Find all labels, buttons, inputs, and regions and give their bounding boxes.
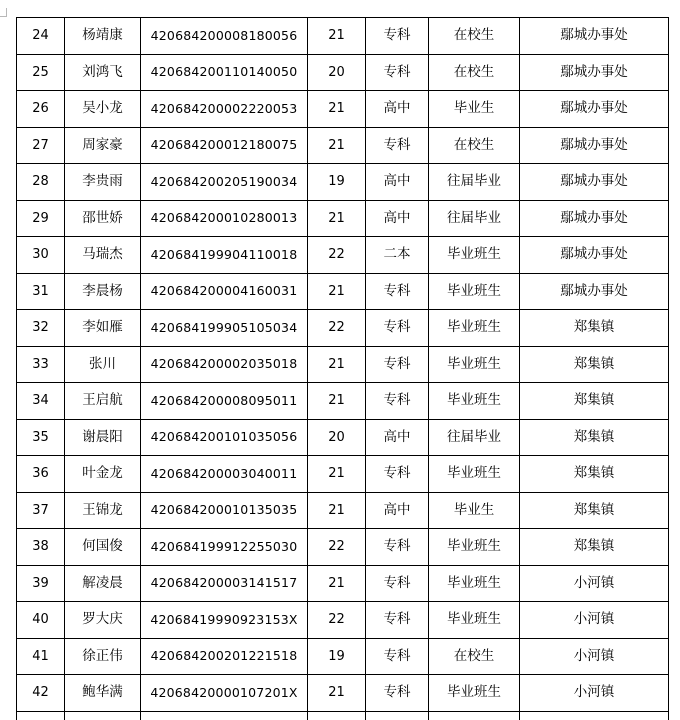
cell-name: 邵世娇: [65, 200, 141, 237]
cell-age: 21: [308, 200, 366, 237]
cell-id-number: 420684200002220053: [141, 91, 308, 128]
cell-age: 22: [308, 310, 366, 347]
cell-number: 33: [17, 346, 65, 383]
table-row: [17, 529, 669, 566]
cell-status: 毕业班生: [429, 565, 520, 602]
cell-id-number: 420684200110140050: [141, 54, 308, 91]
cell-status: 毕业班生: [429, 602, 520, 639]
cell-id-number: 420684200201221518: [141, 638, 308, 675]
cell-number: 39: [17, 565, 65, 602]
cell-office: 小河镇: [520, 638, 669, 675]
cell-number: 36: [17, 456, 65, 493]
cell-age: 21: [308, 383, 366, 420]
cell-id-number: 42068419990923153X: [141, 602, 308, 639]
cell-education: 专科: [366, 675, 429, 712]
cell-education: 高中: [366, 164, 429, 201]
cell-age: 22: [308, 602, 366, 639]
cell-name: 李贵雨: [65, 164, 141, 201]
cell-name: 鲍华满: [65, 675, 141, 712]
cell-age: 21: [308, 127, 366, 164]
cell-status: 毕业班生: [429, 383, 520, 420]
table-row: [17, 164, 669, 201]
cell-age: 21: [308, 91, 366, 128]
cell-id-number: 420684200008095011: [141, 383, 308, 420]
roster-table: [16, 17, 669, 720]
table-row: [17, 237, 669, 274]
cell-number: 28: [17, 164, 65, 201]
cell-office: 小河镇: [520, 565, 669, 602]
cell-name: 周家豪: [65, 127, 141, 164]
cell-name: 谢晨阳: [65, 419, 141, 456]
cell-id-number: 420684200010135035: [141, 492, 308, 529]
cell-office: 鄢城办事处: [520, 54, 669, 91]
cell-age: 19: [308, 638, 366, 675]
cell-age: 21: [308, 675, 366, 712]
cell-number: 27: [17, 127, 65, 164]
table-row: [17, 310, 669, 347]
cell-status: 在校生: [429, 638, 520, 675]
cell-status: 毕业生: [429, 91, 520, 128]
cell-status: 在校生: [429, 54, 520, 91]
cell-number: 24: [17, 18, 65, 55]
cell-status: 毕业班生: [429, 273, 520, 310]
table-row: [17, 54, 669, 91]
cell-education: 专科: [366, 638, 429, 675]
cell-id-number: 420684200003040011: [141, 456, 308, 493]
cell-name: 王启航: [65, 383, 141, 420]
cell-education: 专科: [366, 346, 429, 383]
cell-number: 34: [17, 383, 65, 420]
cell-office: 郑集镇: [520, 529, 669, 566]
table-row: [17, 127, 669, 164]
cell-empty: [65, 711, 141, 720]
cell-number: 41: [17, 638, 65, 675]
table-row: [17, 91, 669, 128]
cell-name: 李晨杨: [65, 273, 141, 310]
cell-status: 往届毕业: [429, 164, 520, 201]
cell-number: 26: [17, 91, 65, 128]
roster-table-body: [17, 18, 669, 720]
cell-name: 解凌晨: [65, 565, 141, 602]
cell-age: 19: [308, 164, 366, 201]
cell-number: 29: [17, 200, 65, 237]
cell-education: 专科: [366, 529, 429, 566]
cell-number: 38: [17, 529, 65, 566]
cell-number: 35: [17, 419, 65, 456]
table-row: [17, 200, 669, 237]
cell-status: 毕业班生: [429, 310, 520, 347]
cell-age: 22: [308, 529, 366, 566]
cell-id-number: 420684200004160031: [141, 273, 308, 310]
cell-office: 郑集镇: [520, 310, 669, 347]
cell-number: 32: [17, 310, 65, 347]
cell-name: 何国俊: [65, 529, 141, 566]
cell-office: 鄢城办事处: [520, 237, 669, 274]
cell-id-number: 42068420000107201X: [141, 675, 308, 712]
cell-status: 往届毕业: [429, 419, 520, 456]
cell-office: 鄢城办事处: [520, 273, 669, 310]
cell-number: 30: [17, 237, 65, 274]
cell-office: 郑集镇: [520, 456, 669, 493]
cell-name: 马瑞杰: [65, 237, 141, 274]
cell-name: 杨靖康: [65, 18, 141, 55]
cell-office: 鄢城办事处: [520, 91, 669, 128]
cell-empty: [429, 711, 520, 720]
cell-name: 徐正伟: [65, 638, 141, 675]
cell-office: 鄢城办事处: [520, 200, 669, 237]
table-row: [17, 602, 669, 639]
cell-status: 在校生: [429, 127, 520, 164]
cell-office: 鄢城办事处: [520, 164, 669, 201]
cell-empty: [308, 711, 366, 720]
cell-age: 21: [308, 492, 366, 529]
table-row: [17, 565, 669, 602]
cell-education: 专科: [366, 54, 429, 91]
cell-name: 张川: [65, 346, 141, 383]
cell-age: 20: [308, 419, 366, 456]
cell-id-number: 420684199905105034: [141, 310, 308, 347]
cell-education: 专科: [366, 456, 429, 493]
cell-id-number: 420684200002035018: [141, 346, 308, 383]
cell-education: 高中: [366, 200, 429, 237]
cell-number: 42: [17, 675, 65, 712]
cell-education: 专科: [366, 310, 429, 347]
cell-office: 郑集镇: [520, 419, 669, 456]
cell-status: 毕业班生: [429, 529, 520, 566]
cell-age: 20: [308, 54, 366, 91]
cell-empty: [141, 711, 308, 720]
cell-status: 毕业班生: [429, 237, 520, 274]
cell-education: 专科: [366, 602, 429, 639]
cell-id-number: 420684200101035056: [141, 419, 308, 456]
cell-status: 毕业班生: [429, 346, 520, 383]
table-row: [17, 18, 669, 55]
table-row: [17, 419, 669, 456]
cell-id-number: 420684199904110018: [141, 237, 308, 274]
cell-name: 王锦龙: [65, 492, 141, 529]
cell-age: 22: [308, 237, 366, 274]
cell-education: 高中: [366, 492, 429, 529]
cell-number: 40: [17, 602, 65, 639]
cell-number: 37: [17, 492, 65, 529]
cell-empty: [520, 711, 669, 720]
cell-age: 21: [308, 346, 366, 383]
page-corner-mark: [0, 8, 7, 17]
cell-name: 李如雁: [65, 310, 141, 347]
cell-name: 叶金龙: [65, 456, 141, 493]
cell-id-number: 420684200012180075: [141, 127, 308, 164]
cell-age: 21: [308, 565, 366, 602]
cell-office: 小河镇: [520, 675, 669, 712]
cell-empty: [366, 711, 429, 720]
cell-status: 毕业班生: [429, 675, 520, 712]
cell-id-number: 420684200010280013: [141, 200, 308, 237]
cell-office: 鄢城办事处: [520, 127, 669, 164]
cell-office: 小河镇: [520, 602, 669, 639]
cell-name: 刘鸿飞: [65, 54, 141, 91]
table-row: [17, 273, 669, 310]
cell-status: 毕业班生: [429, 456, 520, 493]
cell-age: 21: [308, 273, 366, 310]
cell-education: 专科: [366, 383, 429, 420]
cell-status: 毕业生: [429, 492, 520, 529]
cell-office: 鄢城办事处: [520, 18, 669, 55]
cell-education: 专科: [366, 565, 429, 602]
table-row: [17, 675, 669, 712]
cell-status: 在校生: [429, 18, 520, 55]
cell-age: 21: [308, 18, 366, 55]
cell-empty: [17, 711, 65, 720]
table-row-partial: [17, 711, 669, 720]
cell-id-number: 420684200008180056: [141, 18, 308, 55]
cell-education: 专科: [366, 273, 429, 310]
cell-education: 专科: [366, 18, 429, 55]
cell-id-number: 420684200205190034: [141, 164, 308, 201]
table-row: [17, 383, 669, 420]
table-row: [17, 638, 669, 675]
cell-status: 往届毕业: [429, 200, 520, 237]
cell-number: 31: [17, 273, 65, 310]
table-row: [17, 456, 669, 493]
cell-name: 吴小龙: [65, 91, 141, 128]
cell-education: 专科: [366, 127, 429, 164]
cell-office: 郑集镇: [520, 383, 669, 420]
cell-id-number: 420684199912255030: [141, 529, 308, 566]
cell-education: 高中: [366, 91, 429, 128]
cell-office: 郑集镇: [520, 492, 669, 529]
table-row: [17, 492, 669, 529]
cell-office: 郑集镇: [520, 346, 669, 383]
cell-education: 二本: [366, 237, 429, 274]
cell-number: 25: [17, 54, 65, 91]
cell-age: 21: [308, 456, 366, 493]
cell-education: 高中: [366, 419, 429, 456]
cell-id-number: 420684200003141517: [141, 565, 308, 602]
table-row: [17, 346, 669, 383]
cell-name: 罗大庆: [65, 602, 141, 639]
